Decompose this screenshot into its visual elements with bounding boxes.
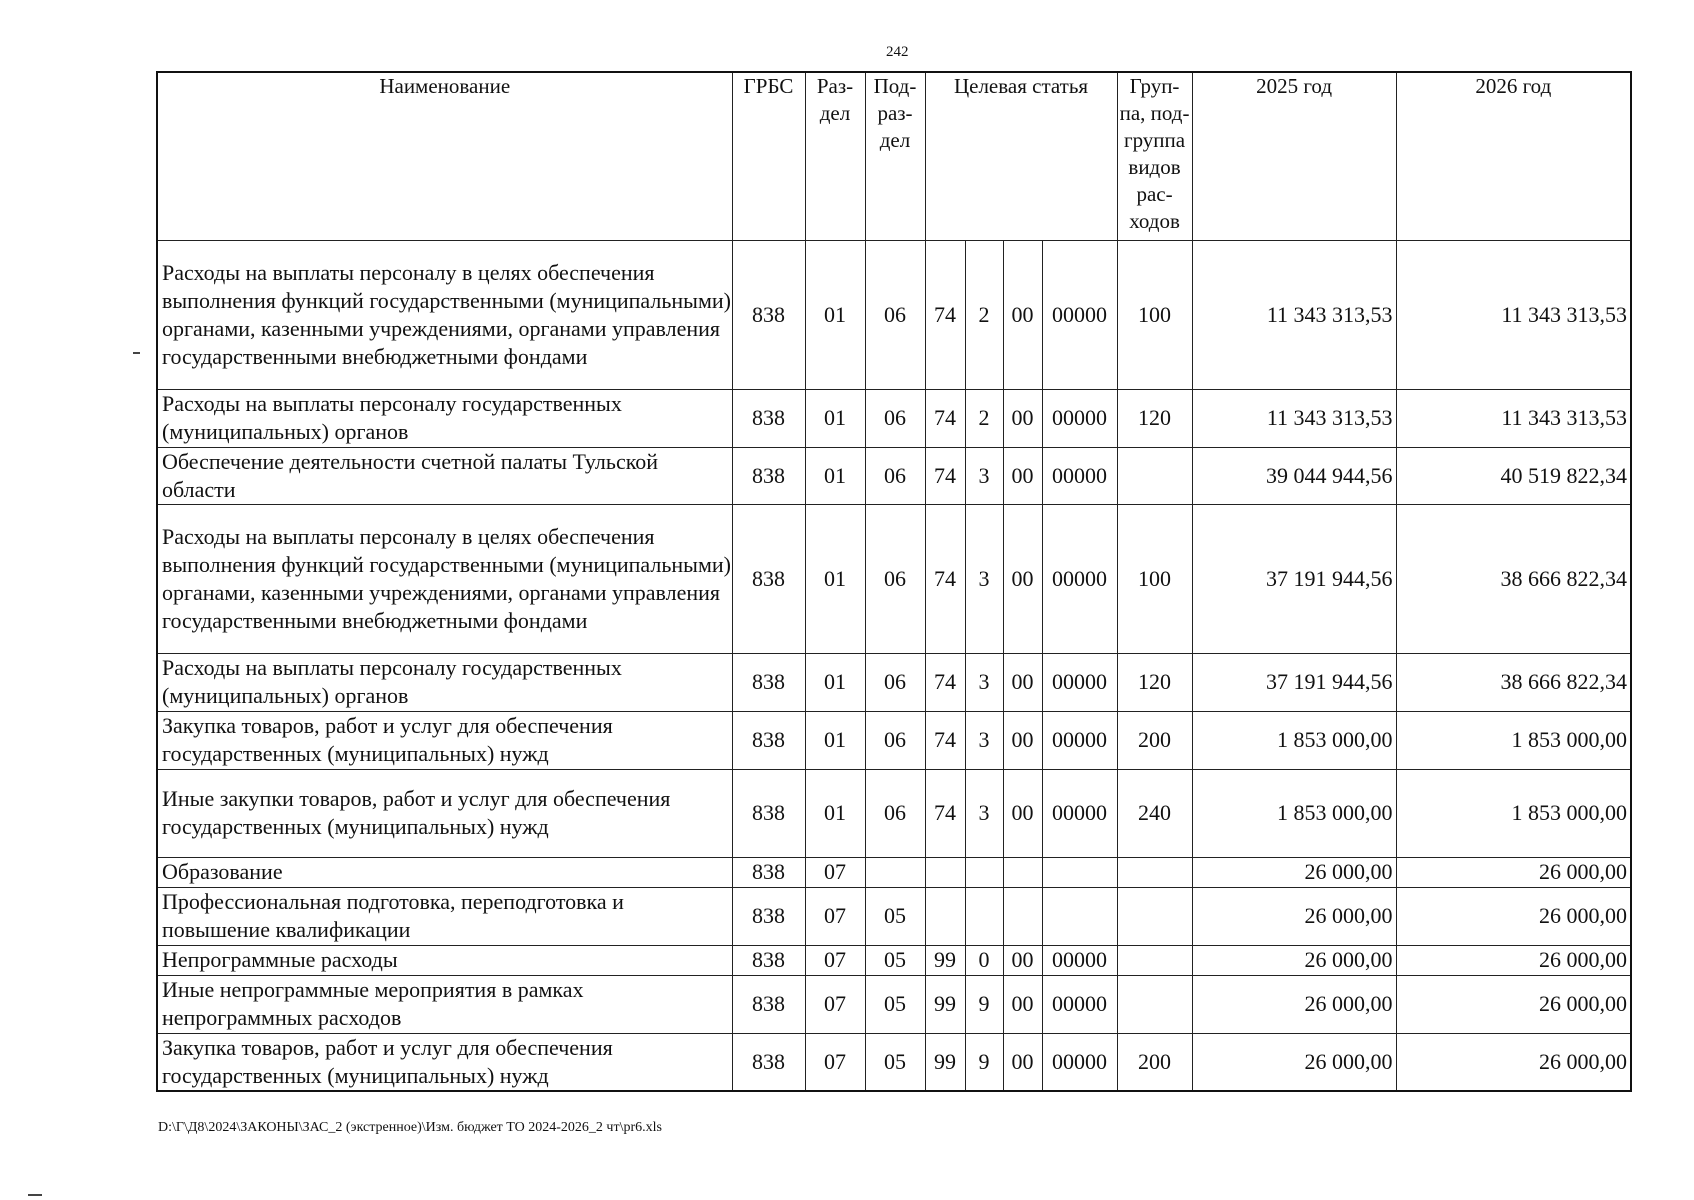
page-number: 242 bbox=[886, 44, 909, 60]
cell-t2 bbox=[965, 857, 1003, 887]
cell-t1: 74 bbox=[925, 240, 965, 389]
file-path: D:\Г\Д8\2024\ЗАКОНЫ\ЗАС_2 (экстренное)\Изм. бюджет ТО 2024-2026_2 чт\pr6.xls bbox=[158, 1120, 662, 1135]
cell-vr bbox=[1117, 945, 1192, 975]
cell-y2026: 26 000,00 bbox=[1396, 857, 1631, 887]
cell-rz: 01 bbox=[805, 711, 865, 769]
cell-vr: 120 bbox=[1117, 389, 1192, 447]
cell-grbs: 838 bbox=[732, 945, 805, 975]
table-row bbox=[157, 447, 1631, 504]
cell-y2025: 26 000,00 bbox=[1192, 945, 1396, 975]
header-target: Целевая статья bbox=[925, 72, 1117, 240]
cell-y2026: 26 000,00 bbox=[1396, 975, 1631, 1033]
cell-grbs: 838 bbox=[732, 975, 805, 1033]
table-row bbox=[157, 504, 1631, 653]
cell-prz: 06 bbox=[865, 711, 925, 769]
cell-grbs: 838 bbox=[732, 240, 805, 389]
cell-t4: 00000 bbox=[1042, 945, 1117, 975]
cell-grbs: 838 bbox=[732, 447, 805, 504]
cell-t1: 74 bbox=[925, 504, 965, 653]
budget-table bbox=[156, 71, 1632, 1092]
cell-grbs: 838 bbox=[732, 769, 805, 857]
cell-grbs: 838 bbox=[732, 887, 805, 945]
cell-t3: 00 bbox=[1003, 1033, 1042, 1091]
cell-t1: 99 bbox=[925, 945, 965, 975]
cell-t4: 00000 bbox=[1042, 447, 1117, 504]
cell-t1: 74 bbox=[925, 447, 965, 504]
header-name: Наименование bbox=[157, 72, 732, 240]
cell-grbs: 838 bbox=[732, 389, 805, 447]
cell-t1: 74 bbox=[925, 389, 965, 447]
cell-name: Расходы на выплаты персоналу в целях обеспечения выполнения функций государственными (муниципальными) органами, казенными учреждениями, органами управления государственными внебюджетными фондами bbox=[157, 240, 732, 389]
cell-prz: 06 bbox=[865, 389, 925, 447]
header-razdel: Раз- дел bbox=[805, 72, 865, 240]
cell-t3 bbox=[1003, 857, 1042, 887]
cell-t2: 3 bbox=[965, 711, 1003, 769]
cell-t2: 0 bbox=[965, 945, 1003, 975]
cell-t2: 3 bbox=[965, 769, 1003, 857]
table-row bbox=[157, 653, 1631, 711]
cell-t1: 74 bbox=[925, 769, 965, 857]
cell-rz: 07 bbox=[805, 857, 865, 887]
cell-y2025: 26 000,00 bbox=[1192, 857, 1396, 887]
edge-mark bbox=[133, 352, 140, 354]
cell-vr: 200 bbox=[1117, 711, 1192, 769]
cell-t4: 00000 bbox=[1042, 389, 1117, 447]
table-row bbox=[157, 240, 1631, 389]
cell-rz: 01 bbox=[805, 447, 865, 504]
cell-y2026: 11 343 313,53 bbox=[1396, 240, 1631, 389]
cell-t4: 00000 bbox=[1042, 1033, 1117, 1091]
cell-prz: 06 bbox=[865, 653, 925, 711]
cell-grbs: 838 bbox=[732, 711, 805, 769]
cell-rz: 01 bbox=[805, 653, 865, 711]
cell-vr bbox=[1117, 887, 1192, 945]
cell-y2025: 1 853 000,00 bbox=[1192, 769, 1396, 857]
cell-t2: 9 bbox=[965, 975, 1003, 1033]
table-row bbox=[157, 975, 1631, 1033]
cell-grbs: 838 bbox=[732, 504, 805, 653]
cell-vr bbox=[1117, 975, 1192, 1033]
cell-rz: 01 bbox=[805, 769, 865, 857]
cell-vr bbox=[1117, 447, 1192, 504]
cell-t4: 00000 bbox=[1042, 975, 1117, 1033]
cell-t2: 9 bbox=[965, 1033, 1003, 1091]
cell-vr: 100 bbox=[1117, 504, 1192, 653]
cell-y2025: 26 000,00 bbox=[1192, 1033, 1396, 1091]
cell-y2026: 38 666 822,34 bbox=[1396, 653, 1631, 711]
cell-grbs: 838 bbox=[732, 1033, 805, 1091]
cell-t1: 74 bbox=[925, 711, 965, 769]
cell-name: Расходы на выплаты персоналу в целях обеспечения выполнения функций государственными (муниципальными) органами, казенными учреждениями, органами управления государственными внебюджетными фондами bbox=[157, 504, 732, 653]
table-header-row bbox=[157, 72, 1631, 240]
cell-t1 bbox=[925, 857, 965, 887]
cell-t3: 00 bbox=[1003, 653, 1042, 711]
cell-t4: 00000 bbox=[1042, 504, 1117, 653]
cell-rz: 07 bbox=[805, 1033, 865, 1091]
cell-grbs: 838 bbox=[732, 653, 805, 711]
cell-rz: 01 bbox=[805, 389, 865, 447]
cell-rz: 07 bbox=[805, 975, 865, 1033]
table-row bbox=[157, 389, 1631, 447]
cell-name: Закупка товаров, работ и услуг для обеспечения государственных (муниципальных) нужд bbox=[157, 711, 732, 769]
cell-prz: 05 bbox=[865, 945, 925, 975]
cell-prz: 05 bbox=[865, 975, 925, 1033]
table-row bbox=[157, 887, 1631, 945]
cell-y2026: 38 666 822,34 bbox=[1396, 504, 1631, 653]
cell-y2026: 26 000,00 bbox=[1396, 887, 1631, 945]
cell-t1: 99 bbox=[925, 975, 965, 1033]
cell-prz bbox=[865, 857, 925, 887]
cell-name: Расходы на выплаты персоналу государственных (муниципальных) органов bbox=[157, 653, 732, 711]
header-podrazdel: Под- раз- дел bbox=[865, 72, 925, 240]
cell-y2025: 11 343 313,53 bbox=[1192, 240, 1396, 389]
cell-vr: 120 bbox=[1117, 653, 1192, 711]
cell-t3: 00 bbox=[1003, 504, 1042, 653]
cell-t2: 3 bbox=[965, 447, 1003, 504]
cell-rz: 07 bbox=[805, 945, 865, 975]
cell-name: Иные непрограммные мероприятия в рамках непрограммных расходов bbox=[157, 975, 732, 1033]
cell-name: Непрограммные расходы bbox=[157, 945, 732, 975]
cell-y2025: 11 343 313,53 bbox=[1192, 389, 1396, 447]
cell-t2: 2 bbox=[965, 389, 1003, 447]
cell-t3: 00 bbox=[1003, 769, 1042, 857]
cell-prz: 05 bbox=[865, 1033, 925, 1091]
cell-t1: 74 bbox=[925, 653, 965, 711]
cell-t4: 00000 bbox=[1042, 240, 1117, 389]
cell-t2: 2 bbox=[965, 240, 1003, 389]
cell-rz: 01 bbox=[805, 504, 865, 653]
table-row bbox=[157, 945, 1631, 975]
cell-vr: 200 bbox=[1117, 1033, 1192, 1091]
table-row bbox=[157, 769, 1631, 857]
cell-t3: 00 bbox=[1003, 975, 1042, 1033]
cell-y2026: 1 853 000,00 bbox=[1396, 769, 1631, 857]
header-2025: 2025 год bbox=[1192, 72, 1396, 240]
cell-t3: 00 bbox=[1003, 711, 1042, 769]
cell-name: Профессиональная подготовка, переподготовка и повышение квалификации bbox=[157, 887, 732, 945]
cell-t2 bbox=[965, 887, 1003, 945]
cell-t1: 99 bbox=[925, 1033, 965, 1091]
table-row bbox=[157, 857, 1631, 887]
cell-prz: 06 bbox=[865, 769, 925, 857]
cell-y2026: 1 853 000,00 bbox=[1396, 711, 1631, 769]
cell-y2025: 1 853 000,00 bbox=[1192, 711, 1396, 769]
cell-t3 bbox=[1003, 887, 1042, 945]
cell-t4 bbox=[1042, 857, 1117, 887]
cell-y2026: 26 000,00 bbox=[1396, 1033, 1631, 1091]
cell-vr bbox=[1117, 857, 1192, 887]
cell-t4: 00000 bbox=[1042, 711, 1117, 769]
cell-y2025: 37 191 944,56 bbox=[1192, 653, 1396, 711]
cell-t3: 00 bbox=[1003, 389, 1042, 447]
cell-prz: 05 bbox=[865, 887, 925, 945]
cell-y2026: 11 343 313,53 bbox=[1396, 389, 1631, 447]
header-group: Груп- па, под- группа видов рас- ходов bbox=[1117, 72, 1192, 240]
cell-name: Расходы на выплаты персоналу государственных (муниципальных) органов bbox=[157, 389, 732, 447]
cell-name: Обеспечение деятельности счетной палаты Тульской области bbox=[157, 447, 732, 504]
cell-t4 bbox=[1042, 887, 1117, 945]
cell-t1 bbox=[925, 887, 965, 945]
cell-name: Образование bbox=[157, 857, 732, 887]
cell-t4: 00000 bbox=[1042, 769, 1117, 857]
cell-prz: 06 bbox=[865, 240, 925, 389]
cell-prz: 06 bbox=[865, 504, 925, 653]
cell-y2025: 37 191 944,56 bbox=[1192, 504, 1396, 653]
cell-y2026: 40 519 822,34 bbox=[1396, 447, 1631, 504]
cell-vr: 100 bbox=[1117, 240, 1192, 389]
cell-prz: 06 bbox=[865, 447, 925, 504]
cell-y2025: 26 000,00 bbox=[1192, 975, 1396, 1033]
cell-y2025: 39 044 944,56 bbox=[1192, 447, 1396, 504]
cell-t3: 00 bbox=[1003, 240, 1042, 389]
cell-name: Иные закупки товаров, работ и услуг для обеспечения государственных (муниципальных) нужд bbox=[157, 769, 732, 857]
cell-y2025: 26 000,00 bbox=[1192, 887, 1396, 945]
cell-grbs: 838 bbox=[732, 857, 805, 887]
cell-t3: 00 bbox=[1003, 945, 1042, 975]
cell-rz: 01 bbox=[805, 240, 865, 389]
cell-y2026: 26 000,00 bbox=[1396, 945, 1631, 975]
edge-mark bbox=[28, 1194, 42, 1196]
cell-t2: 3 bbox=[965, 653, 1003, 711]
cell-name: Закупка товаров, работ и услуг для обеспечения государственных (муниципальных) нужд bbox=[157, 1033, 732, 1091]
cell-rz: 07 bbox=[805, 887, 865, 945]
cell-t2: 3 bbox=[965, 504, 1003, 653]
cell-t3: 00 bbox=[1003, 447, 1042, 504]
header-grbs: ГРБС bbox=[732, 72, 805, 240]
table-row bbox=[157, 711, 1631, 769]
header-2026: 2026 год bbox=[1396, 72, 1631, 240]
cell-vr: 240 bbox=[1117, 769, 1192, 857]
cell-t4: 00000 bbox=[1042, 653, 1117, 711]
table-row bbox=[157, 1033, 1631, 1091]
